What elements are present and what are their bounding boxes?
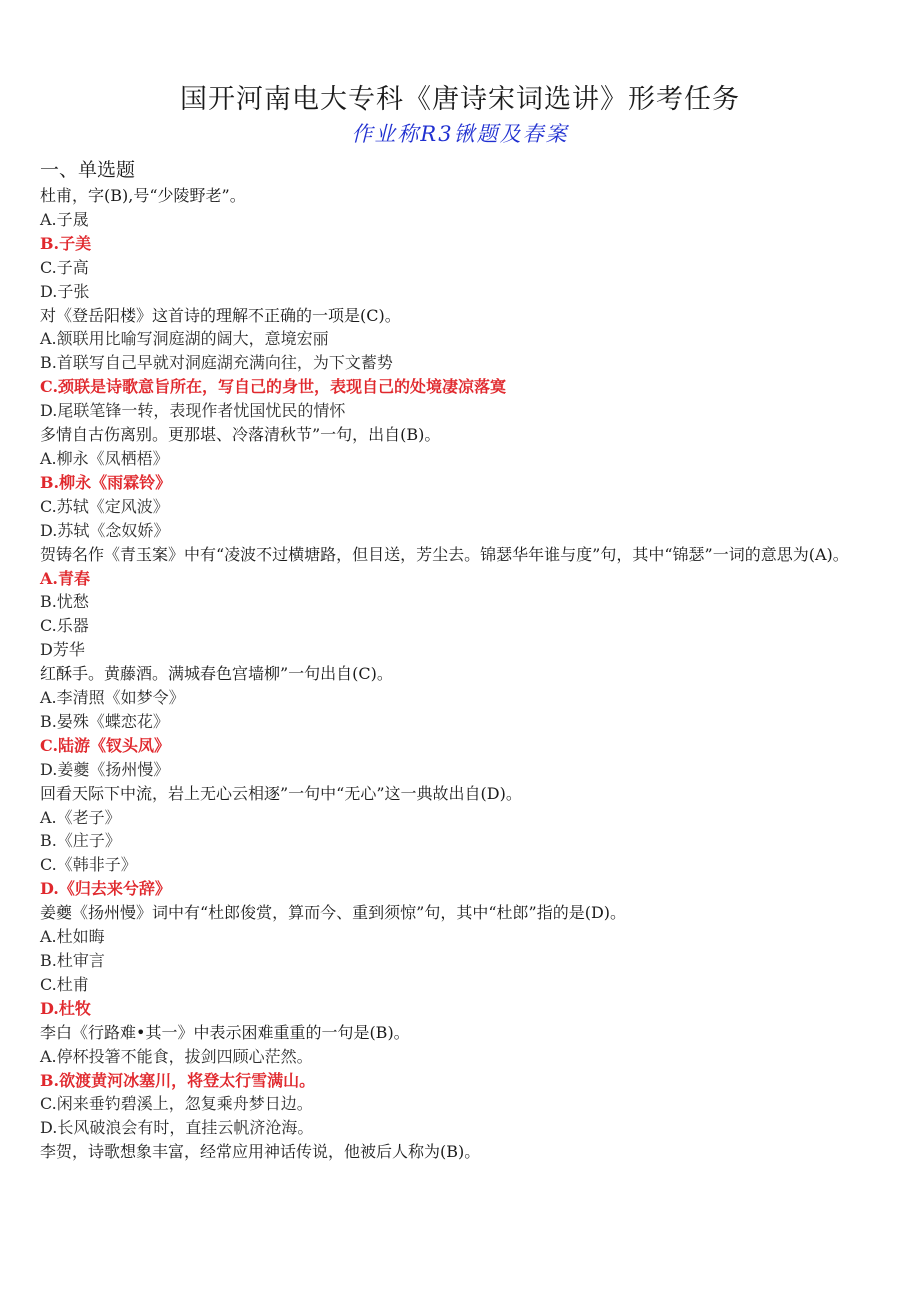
- answer-option: A.柳永《凤栖梧》: [40, 448, 169, 468]
- answer-option: B.首联写自己早就对洞庭湖充满向往，为下文蓄势: [40, 353, 393, 373]
- question-text: 李白《行路难•其一》中表示困难重重的一句是(B)。: [40, 1022, 410, 1042]
- correct-answer-option: A.青春: [40, 568, 90, 588]
- correct-answer-option: B.欲渡黄河冰塞川，将登太行雪满山。: [40, 1070, 316, 1090]
- answer-option: C.杜甫: [40, 974, 89, 994]
- correct-answer-option: B.子美: [40, 233, 92, 253]
- answer-option: C.苏轼《定风波》: [40, 496, 169, 516]
- question-text: 对《登岳阳楼》这首诗的理解不正确的一项是(C)。: [40, 305, 401, 325]
- correct-answer-option: C.陆游《钗头凤》: [40, 735, 171, 755]
- correct-answer-option: C.颈联是诗歌意旨所在，写自己的身世，表现自己的处境凄凉落寞: [40, 377, 507, 397]
- correct-answer-option: D.杜牧: [40, 998, 91, 1018]
- answer-option: A.停杯投箸不能食，拔剑四顾心茫然。: [40, 1046, 313, 1066]
- answer-option: D.苏轼《念奴娇》: [40, 520, 170, 540]
- correct-answer-option: B.柳永《雨霖铃》: [40, 472, 172, 492]
- answer-option: C.乐器: [40, 616, 89, 636]
- answer-option: D芳华: [40, 640, 85, 660]
- answer-option: D.长风破浪会有时，直挂云帆济沧海。: [40, 1118, 314, 1138]
- document-subtitle: 作业称R3锹题及春案: [351, 122, 569, 146]
- answer-option: C.子高: [40, 257, 89, 277]
- answer-option: D.子张: [40, 281, 90, 301]
- answer-option: B.忧愁: [40, 592, 89, 612]
- answer-option: B.《庄子》: [40, 831, 121, 851]
- answer-option: B.杜审言: [40, 951, 105, 970]
- question-list: [40, 157, 882, 1164]
- question-text: 李贺，诗歌想象丰富，经常应用神话传说，他被后人称为(B)。: [40, 1142, 481, 1162]
- document-title: 国开河南电大专科《唐诗宋词选讲》形考任务: [180, 84, 740, 115]
- correct-answer-option: D.《归去来兮辞》: [40, 879, 171, 899]
- question-text: 回看天际下中流，岩上无心云相逐”一句中“无心”这一典故出自(D)。: [40, 783, 522, 803]
- answer-option: C.闲来垂钓碧溪上，忽复乘舟梦日边。: [40, 1094, 313, 1114]
- answer-option: A.颔联用比喻写洞庭湖的阔大，意境宏丽: [40, 329, 329, 349]
- answer-option: D.姜夔《扬州慢》: [40, 759, 170, 779]
- answer-option: B.晏殊《蝶恋花》: [40, 711, 169, 731]
- question-text: 多情自古伤离别。更那堪、冷落清秋节”一句，出自(B)。: [40, 425, 441, 445]
- answer-option: A.《老子》: [40, 807, 121, 827]
- question-text: 红酥手。黄藤酒。满城春色宫墙柳”一句出自(C)。: [40, 664, 393, 684]
- answer-option: C.《韩非子》: [40, 855, 137, 875]
- answer-option: D.尾联笔锋一转，表现作者忧国忧民的情怀: [40, 401, 346, 421]
- question-text: 杜甫，字(B),号“少陵野老”。: [40, 186, 246, 205]
- section-heading: 一、单选题: [40, 159, 136, 181]
- question-text: 姜夔《扬州慢》词中有“杜郎俊赏，算而今、重到须惊”句，其中“杜郎”指的是(D)。: [40, 903, 627, 923]
- answer-option: A.子晟: [40, 209, 89, 229]
- question-text: 贺铸名作《青玉案》中有“凌波不过横塘路，但目送，芳尘去。锦瑟华年谁与度”句，其中“锦瑟”一词的意思为(A)。: [40, 544, 849, 564]
- answer-option: A.杜如晦: [40, 927, 105, 947]
- answer-option: A.李清照《如梦令》: [40, 688, 185, 708]
